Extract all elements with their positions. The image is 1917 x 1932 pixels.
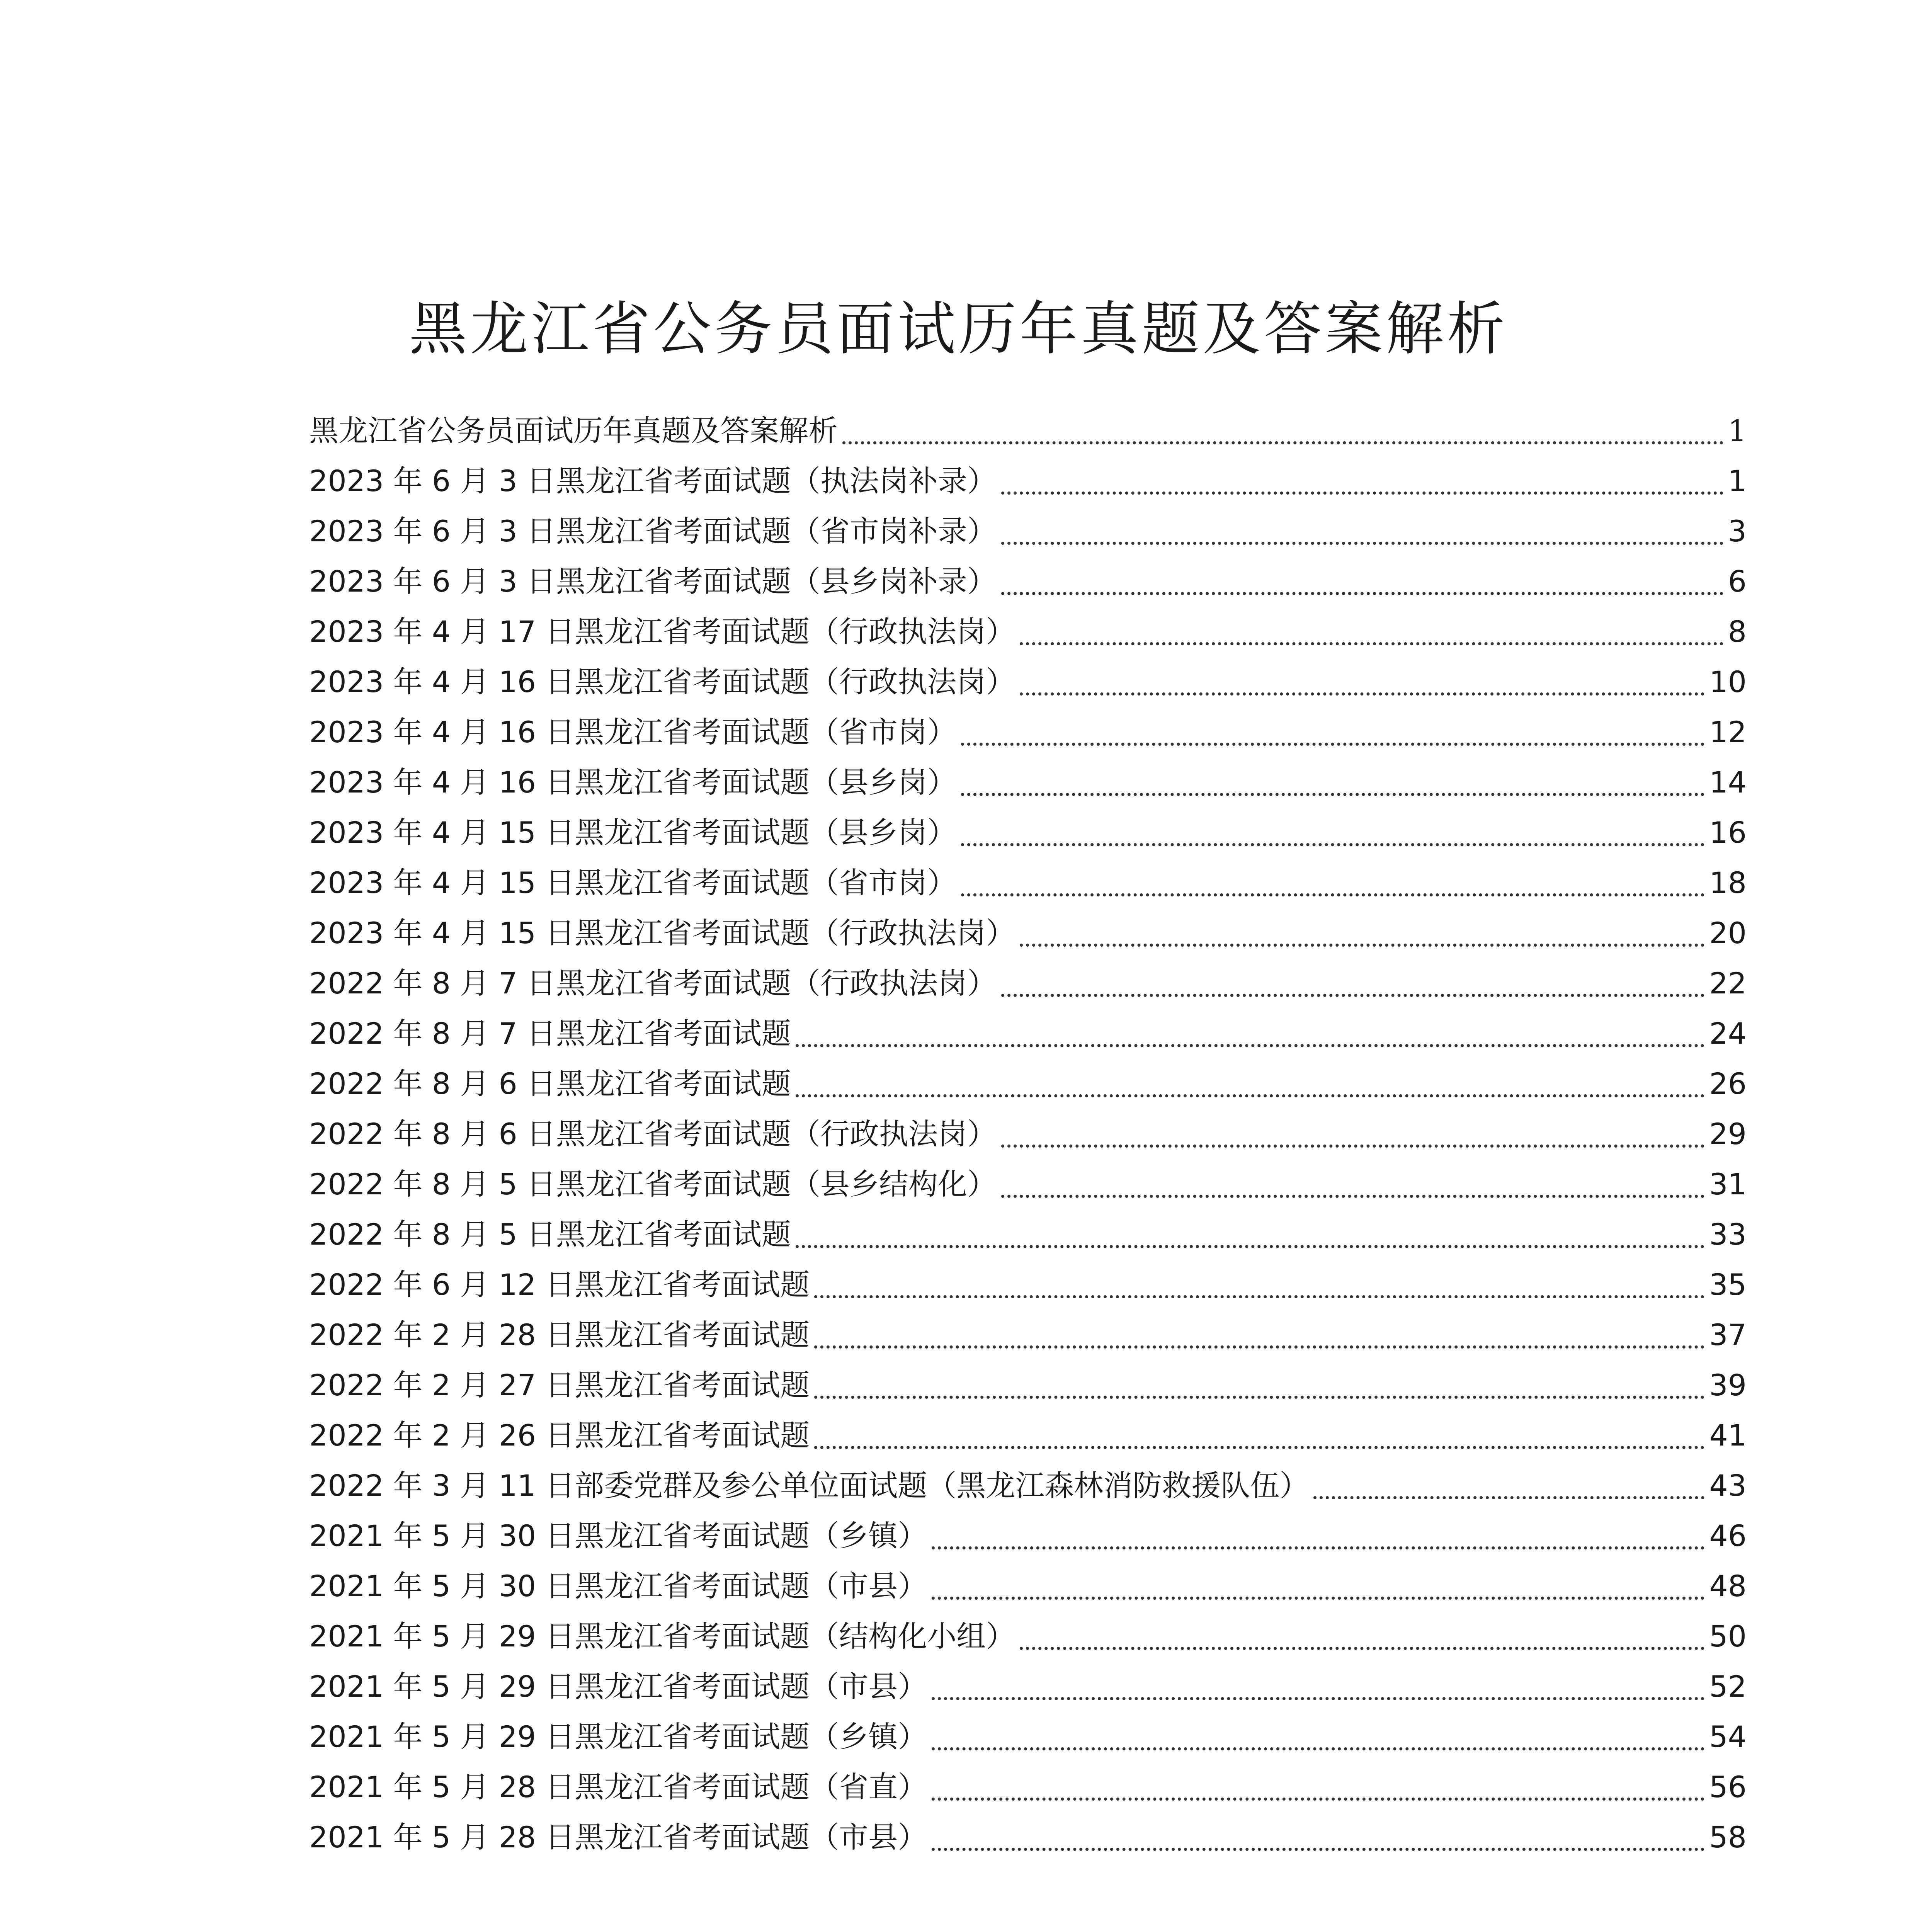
toc-entry-label: 2023 年 6 月 3 日黑龙江省考面试题（县乡岗补录） bbox=[309, 564, 997, 599]
toc-entry-label: 2023 年 4 月 16 日黑龙江省考面试题（县乡岗） bbox=[309, 765, 957, 799]
toc-entry-page: 14 bbox=[1709, 765, 1747, 799]
toc-dot-leader bbox=[932, 1747, 1704, 1750]
toc-entry-label: 2021 年 5 月 28 日黑龙江省考面试题（省直） bbox=[309, 1770, 927, 1804]
toc-dot-leader bbox=[1020, 1647, 1704, 1650]
toc-dot-leader bbox=[796, 1245, 1704, 1248]
toc-entry[interactable] bbox=[309, 1712, 1747, 1762]
toc-entry[interactable] bbox=[309, 707, 1747, 757]
toc-dot-leader bbox=[814, 1446, 1704, 1449]
toc-dot-leader bbox=[932, 1697, 1704, 1700]
table-of-contents bbox=[309, 406, 1747, 1862]
toc-entry-page: 18 bbox=[1709, 866, 1747, 900]
toc-entry-page: 10 bbox=[1709, 665, 1747, 699]
toc-entry[interactable] bbox=[309, 607, 1747, 657]
toc-entry-label: 2022 年 8 月 6 日黑龙江省考面试题 bbox=[309, 1066, 791, 1101]
toc-entry-label: 2023 年 4 月 15 日黑龙江省考面试题（县乡岗） bbox=[309, 815, 957, 850]
toc-entry-label: 2022 年 2 月 28 日黑龙江省考面试题 bbox=[309, 1318, 810, 1352]
toc-entry[interactable] bbox=[309, 406, 1747, 456]
toc-entry-label: 2023 年 6 月 3 日黑龙江省考面试题（执法岗补录） bbox=[309, 464, 997, 498]
toc-entry[interactable] bbox=[309, 1812, 1747, 1862]
toc-entry-page: 50 bbox=[1709, 1619, 1747, 1653]
toc-entry-page: 39 bbox=[1709, 1368, 1747, 1402]
toc-entry-label: 2023 年 4 月 16 日黑龙江省考面试题（省市岗） bbox=[309, 715, 957, 749]
toc-entry[interactable] bbox=[309, 858, 1747, 908]
toc-entry[interactable] bbox=[309, 556, 1747, 607]
toc-entry-label: 2022 年 8 月 5 日黑龙江省考面试题（县乡结构化） bbox=[309, 1167, 997, 1201]
toc-entry-page: 1 bbox=[1728, 464, 1747, 498]
toc-entry-page: 22 bbox=[1709, 966, 1747, 1000]
toc-dot-leader bbox=[842, 441, 1723, 444]
toc-entry-page: 56 bbox=[1709, 1770, 1747, 1804]
toc-entry[interactable] bbox=[309, 1310, 1747, 1360]
toc-entry-label: 2021 年 5 月 29 日黑龙江省考面试题（乡镇） bbox=[309, 1719, 927, 1754]
toc-entry-label: 2023 年 4 月 15 日黑龙江省考面试题（行政执法岗） bbox=[309, 916, 1015, 950]
toc-dot-leader bbox=[961, 793, 1704, 796]
toc-dot-leader bbox=[814, 1345, 1704, 1349]
toc-entry-label: 2022 年 6 月 12 日黑龙江省考面试题 bbox=[309, 1267, 810, 1302]
toc-entry-label: 2023 年 4 月 15 日黑龙江省考面试题（省市岗） bbox=[309, 866, 957, 900]
toc-dot-leader bbox=[1020, 944, 1704, 947]
toc-entry[interactable] bbox=[309, 1561, 1747, 1611]
toc-entry-label: 2022 年 8 月 7 日黑龙江省考面试题（行政执法岗） bbox=[309, 966, 997, 1000]
toc-entry-label: 2022 年 8 月 7 日黑龙江省考面试题 bbox=[309, 1016, 791, 1051]
toc-dot-leader bbox=[1001, 492, 1723, 495]
toc-entry[interactable] bbox=[309, 1009, 1747, 1059]
toc-entry-page: 35 bbox=[1709, 1267, 1747, 1302]
toc-entry[interactable] bbox=[309, 1360, 1747, 1410]
toc-dot-leader bbox=[932, 1597, 1704, 1600]
toc-entry-page: 37 bbox=[1709, 1318, 1747, 1352]
toc-entry-page: 12 bbox=[1709, 715, 1747, 749]
toc-entry[interactable] bbox=[309, 1209, 1747, 1260]
document-title: 黑龙江省公务员面试历年真题及答案解析 bbox=[409, 296, 1508, 363]
toc-entry-page: 58 bbox=[1709, 1820, 1747, 1854]
toc-dot-leader bbox=[932, 1798, 1704, 1801]
toc-dot-leader bbox=[1020, 692, 1704, 696]
toc-dot-leader bbox=[961, 743, 1704, 746]
toc-dot-leader bbox=[1001, 1195, 1704, 1198]
toc-entry[interactable] bbox=[309, 1611, 1747, 1662]
toc-entry[interactable] bbox=[309, 1461, 1747, 1511]
toc-dot-leader bbox=[1001, 592, 1723, 595]
toc-entry-label: 2021 年 5 月 30 日黑龙江省考面试题（市县） bbox=[309, 1569, 927, 1603]
toc-entry[interactable] bbox=[309, 657, 1747, 707]
toc-entry-label: 2021 年 5 月 29 日黑龙江省考面试题（结构化小组） bbox=[309, 1619, 1015, 1653]
toc-entry[interactable] bbox=[309, 1159, 1747, 1209]
toc-entry-page: 46 bbox=[1709, 1519, 1747, 1553]
toc-dot-leader bbox=[961, 843, 1704, 846]
toc-entry-page: 29 bbox=[1709, 1117, 1747, 1151]
toc-entry-label: 2021 年 5 月 29 日黑龙江省考面试题（市县） bbox=[309, 1669, 927, 1704]
toc-dot-leader bbox=[796, 1094, 1704, 1097]
toc-entry-page: 8 bbox=[1728, 614, 1747, 649]
toc-dot-leader bbox=[814, 1295, 1704, 1298]
toc-entry-label: 2022 年 2 月 26 日黑龙江省考面试题 bbox=[309, 1418, 810, 1452]
toc-dot-leader bbox=[1020, 642, 1723, 645]
toc-entry-page: 41 bbox=[1709, 1418, 1747, 1452]
toc-dot-leader bbox=[1001, 1145, 1704, 1148]
toc-entry-page: 24 bbox=[1709, 1016, 1747, 1051]
toc-entry[interactable] bbox=[309, 1109, 1747, 1159]
toc-entry[interactable] bbox=[309, 1059, 1747, 1109]
toc-entry-label: 2022 年 8 月 6 日黑龙江省考面试题（行政执法岗） bbox=[309, 1117, 997, 1151]
toc-entry-page: 52 bbox=[1709, 1669, 1747, 1704]
toc-entry-page: 33 bbox=[1709, 1217, 1747, 1252]
toc-entry-label: 2021 年 5 月 28 日黑龙江省考面试题（市县） bbox=[309, 1820, 927, 1854]
toc-entry[interactable] bbox=[309, 456, 1747, 506]
toc-entry[interactable] bbox=[309, 908, 1747, 958]
toc-entry-page: 26 bbox=[1709, 1066, 1747, 1101]
toc-dot-leader bbox=[796, 1044, 1704, 1047]
toc-entry-label: 2023 年 6 月 3 日黑龙江省考面试题（省市岗补录） bbox=[309, 514, 997, 548]
toc-entry[interactable] bbox=[309, 1260, 1747, 1310]
toc-dot-leader bbox=[932, 1546, 1704, 1549]
toc-entry-page: 48 bbox=[1709, 1569, 1747, 1603]
toc-entry[interactable] bbox=[309, 506, 1747, 556]
toc-entry-label: 2023 年 4 月 17 日黑龙江省考面试题（行政执法岗） bbox=[309, 614, 1015, 649]
toc-dot-leader bbox=[932, 1848, 1704, 1851]
toc-entry-page: 20 bbox=[1709, 916, 1747, 950]
toc-entry[interactable] bbox=[309, 808, 1747, 858]
toc-entry[interactable] bbox=[309, 1410, 1747, 1461]
toc-entry[interactable] bbox=[309, 757, 1747, 808]
toc-entry-label: 2023 年 4 月 16 日黑龙江省考面试题（行政执法岗） bbox=[309, 665, 1015, 699]
toc-entry-page: 3 bbox=[1728, 514, 1747, 548]
toc-dot-leader bbox=[961, 893, 1704, 896]
toc-entry-page: 16 bbox=[1709, 815, 1747, 850]
toc-dot-leader bbox=[1001, 994, 1704, 997]
toc-entry-label: 2022 年 3 月 11 日部委党群及参公单位面试题（黑龙江森林消防救援队伍） bbox=[309, 1468, 1309, 1503]
toc-entry[interactable] bbox=[309, 1511, 1747, 1561]
toc-dot-leader bbox=[1313, 1496, 1704, 1499]
toc-entry-page: 6 bbox=[1728, 564, 1747, 599]
toc-entry-page: 31 bbox=[1709, 1167, 1747, 1201]
toc-entry-label: 黑龙江省公务员面试历年真题及答案解析 bbox=[309, 413, 838, 448]
toc-entry-label: 2021 年 5 月 30 日黑龙江省考面试题（乡镇） bbox=[309, 1519, 927, 1553]
toc-entry-page: 54 bbox=[1709, 1719, 1747, 1754]
toc-entry-label: 2022 年 2 月 27 日黑龙江省考面试题 bbox=[309, 1368, 810, 1402]
toc-entry-page: 43 bbox=[1709, 1468, 1747, 1503]
toc-entry-page: 1 bbox=[1728, 413, 1747, 448]
toc-dot-leader bbox=[814, 1396, 1704, 1399]
toc-entry[interactable] bbox=[309, 1662, 1747, 1712]
toc-entry[interactable] bbox=[309, 1762, 1747, 1812]
toc-entry[interactable] bbox=[309, 958, 1747, 1009]
toc-dot-leader bbox=[1001, 542, 1723, 545]
toc-entry-label: 2022 年 8 月 5 日黑龙江省考面试题 bbox=[309, 1217, 791, 1252]
